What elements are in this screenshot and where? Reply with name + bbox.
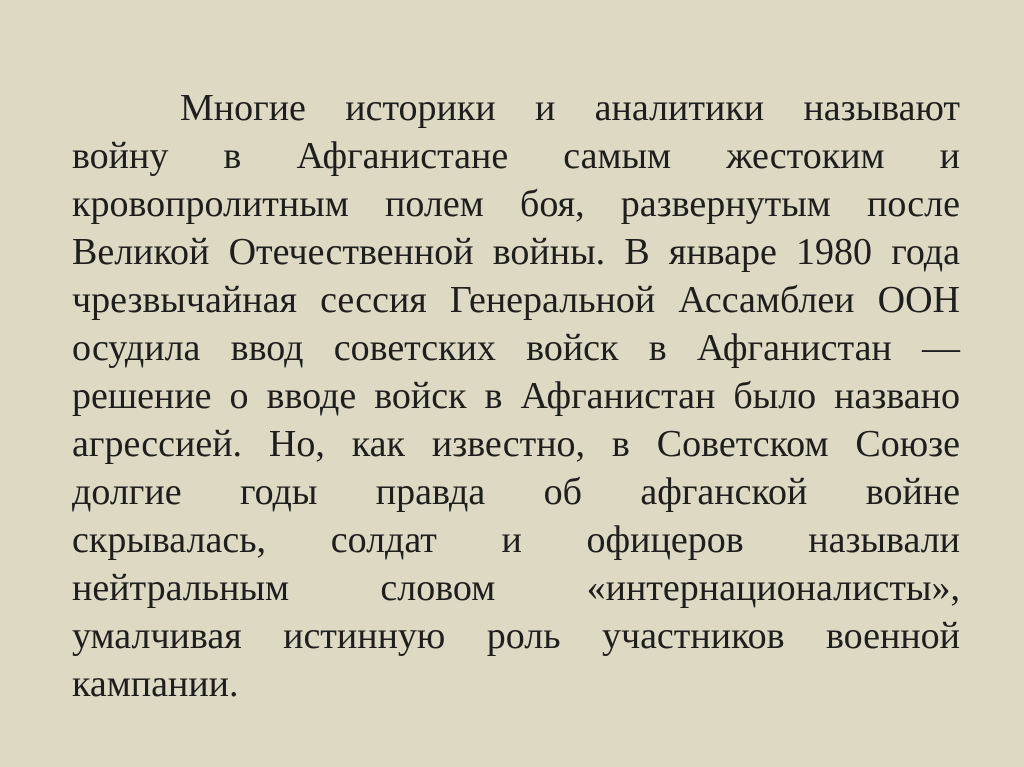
paragraph-line: осудила ввод советских войск в Афганистан —: [72, 327, 960, 369]
paragraph-line: агрессией. Но, как известно, в Советском Союзе: [72, 423, 960, 465]
paragraph-line: Многие историки и аналитики называют: [180, 87, 960, 129]
paragraph: [72, 84, 960, 708]
paragraph-line: кампании.: [72, 663, 239, 705]
paragraph-line: решение о вводе войск в Афганистан было названо: [72, 375, 960, 417]
paragraph-line: кровопролитным полем боя, развернутым после: [72, 183, 960, 225]
paragraph-line: Великой Отечественной войны. В январе 1980 года: [72, 231, 960, 273]
paragraph-line: нейтральным словом «интернационалисты»,: [72, 567, 960, 609]
paragraph-line: войну в Афганистане самым жестоким и: [72, 135, 960, 177]
paragraph-line: чрезвычайная сессия Генеральной Ассамблеи ООН: [72, 279, 960, 321]
paragraph-line: долгие годы правда об афганской войне: [72, 471, 960, 513]
paragraph-line: умалчивая истинную роль участников военной: [72, 615, 960, 657]
paragraph-line: скрывалась, солдат и офицеров называли: [72, 519, 960, 561]
